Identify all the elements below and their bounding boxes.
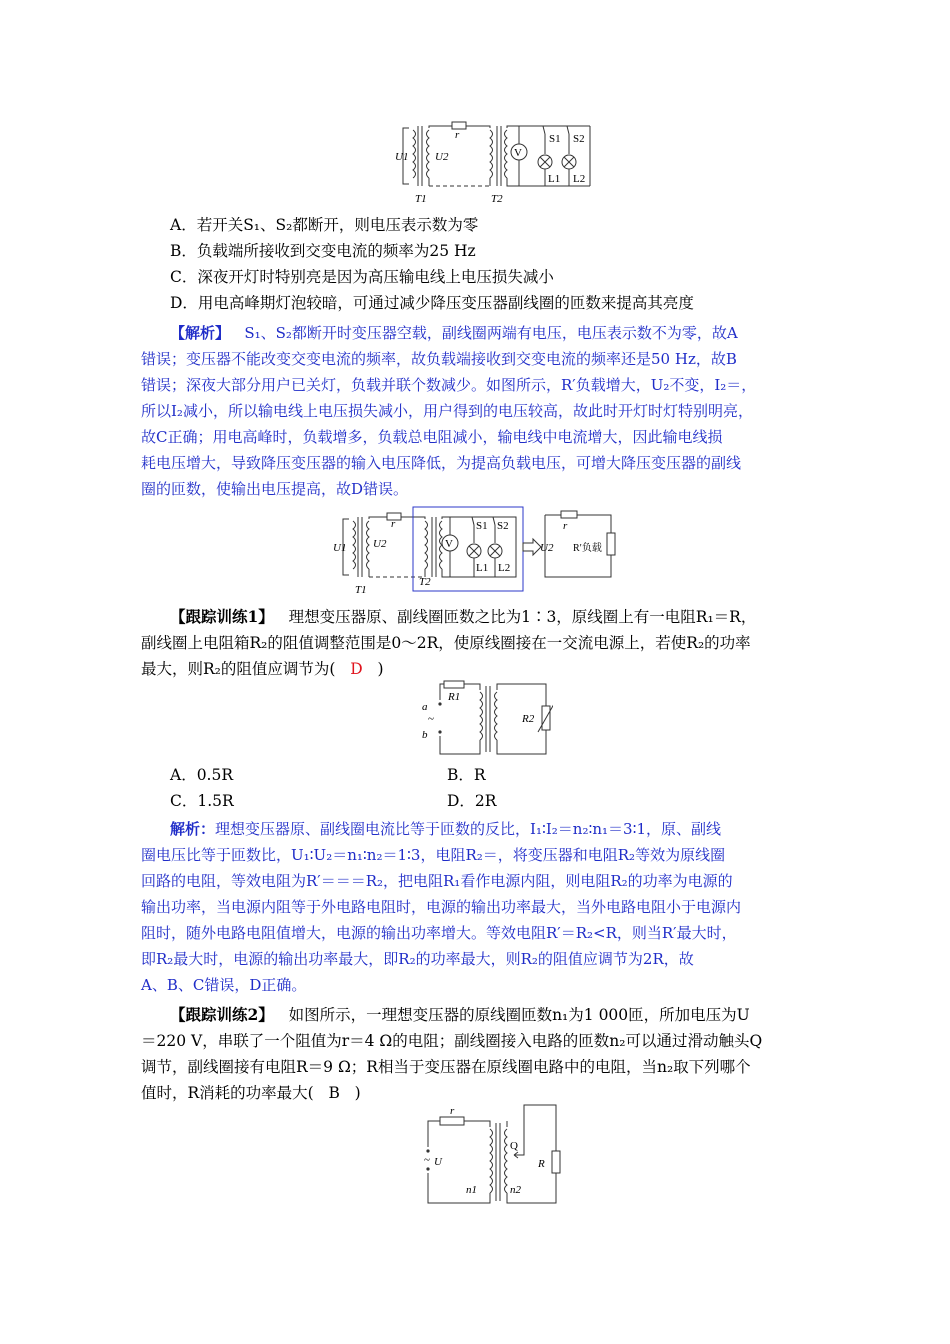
drill2-text-0: 如图所示，一理想变压器的原线圈匝数n₁为1 000匝，所加电压为U xyxy=(288,1006,750,1024)
analysis2-line-7: A、B、C错误，D正确。 xyxy=(141,976,307,994)
label2-l1: L1 xyxy=(476,562,489,574)
drill2-answer: B xyxy=(328,1084,340,1102)
drill1-answer: D xyxy=(350,660,363,678)
analysis2-line-2: 圈电压比等于匝数比，U₁∶U₂＝n₁∶n₂＝1∶3，电阻R₂＝，将变压器和电阻R₂等效为原线圈 xyxy=(141,846,726,864)
label-l2: L2 xyxy=(573,173,586,185)
label2-voltmeter: V xyxy=(445,538,453,550)
drill1-line-3 xyxy=(141,656,811,682)
figure-transformer-q xyxy=(418,1103,568,1205)
figure-transformer-r1-r2 xyxy=(418,680,553,760)
label2-l2: L2 xyxy=(498,562,511,574)
option-b: B．负载端所接收到交变电流的频率为25 Hz xyxy=(170,242,476,260)
drill1-option-a: A．0.5R xyxy=(170,766,234,784)
label2-t1: T1 xyxy=(355,584,367,596)
label4-n1: n1 xyxy=(466,1184,477,1196)
label2-u1: U1 xyxy=(333,542,347,554)
label2-s2: S2 xyxy=(497,520,509,532)
label3-tilde: ~ xyxy=(428,713,434,725)
analysis2-line-6: 即R₂最大时，电源的输出功率最大，即R₂的功率最大，则R₂的阻值应调节为2R，故 xyxy=(141,950,694,968)
label2-u2: U2 xyxy=(373,538,387,550)
drill2-line-2: ＝220 V，串联了一个阻值为r＝4 Ω的电阻；副线圈接入电路的匝数n₂可以通过滑动触头Q xyxy=(141,1032,763,1050)
label4-r: r xyxy=(450,1105,455,1117)
label4-u: U xyxy=(434,1156,442,1168)
figure-transmission-circuit xyxy=(395,120,595,208)
option-a: A．若开关S₁、S₂都断开，则电压表示数为零 xyxy=(170,216,479,234)
label2-t2: T2 xyxy=(419,576,431,588)
analysis1-line-2: 错误；变压器不能改变交变电流的频率，故负载端接收到交变电流的频率还是50 Hz，故B xyxy=(141,350,737,368)
label4-q: Q xyxy=(510,1140,518,1152)
label-u2: U2 xyxy=(435,151,449,163)
analysis2-line-5: 阻时，随外电路电阻值增大，电源的输出功率增大。等效电阻R′＝R₂<R，则当R′最大时， xyxy=(141,924,737,942)
drill1-line-2: 副线圈上电阻箱R₂的阻值调整范围是0～2R，使原线圈接在一交流电源上，若使R₂的功率 xyxy=(141,634,751,652)
label-s2: S2 xyxy=(573,133,585,145)
drill2-line-1 xyxy=(170,1002,840,1028)
analysis1-text-0: S₁、S₂都断开时变压器空载，副线圈两端有电压，电压表示数不为零，故A xyxy=(244,324,738,342)
label-t1: T1 xyxy=(415,193,427,205)
drill1-close: ) xyxy=(377,660,384,678)
label2-r-right: r xyxy=(563,520,568,532)
label-voltmeter: V xyxy=(514,147,522,159)
drill1-text-2: 最大，则R₂的阻值应调节为( xyxy=(141,660,336,678)
analysis1-line-6: 耗电压增大，导致降压变压器的输入电压降低，为提高负载电压，可增大降压变压器的副线 xyxy=(141,454,742,472)
analysis2-line-1 xyxy=(170,816,840,842)
label2-u2-right: U2 xyxy=(540,542,554,554)
analysis1-line-3: 错误；深夜大部分用户已关灯，负载并联个数减少。如图所示，R′负载增大，U₂不变，I₂＝， xyxy=(141,376,757,394)
label2-s1: S1 xyxy=(476,520,488,532)
drill1-option-b: B．R xyxy=(447,766,486,784)
label2-r: r xyxy=(391,518,396,530)
analysis2-text-0: 理想变压器原、副线圈电流比等于匝数的反比，I₁∶I₂＝n₂∶n₁＝3∶1，原、副线 xyxy=(215,820,722,838)
drill1-option-d: D．2R xyxy=(447,792,497,810)
label-s1: S1 xyxy=(549,133,561,145)
analysis2-line-3: 回路的电阻，等效电阻为R′＝＝＝R₂，把电阻R₁看作电源内阻，则电阻R₂的功率为电源的 xyxy=(141,872,733,890)
drill2-close: ) xyxy=(354,1084,361,1102)
label2-rload: R′负载 xyxy=(573,543,602,554)
drill1-label: 【跟踪训练1】 xyxy=(170,607,274,626)
option-c: C．深夜开灯时特别亮是因为高压输电线上电压损失减小 xyxy=(170,268,554,286)
analysis1-label: 【解析】 xyxy=(170,324,231,342)
label3-b: b xyxy=(422,729,428,741)
analysis2-label: 解析： xyxy=(170,820,216,838)
drill2-text-3: 值时，R消耗的功率最大( xyxy=(141,1084,314,1102)
label-u1: U1 xyxy=(395,151,409,163)
analysis2-line-4: 输出功率，当电源内阻等于外电路电阻时，电源的输出功率最大，当外电路电阻小于电源内 xyxy=(141,898,742,916)
drill1-text-0: 理想变压器原、副线圈匝数之比为1∶3，原线圈上有一电阻R₁＝R， xyxy=(288,608,757,626)
label3-a: a xyxy=(422,701,428,713)
label4-tilde: ~ xyxy=(424,1154,430,1166)
analysis1-line-1 xyxy=(170,320,840,346)
label-r: r xyxy=(455,129,460,141)
label4-n2: n2 xyxy=(510,1184,521,1196)
drill1-option-c: C．1.5R xyxy=(170,792,234,810)
analysis1-line-4: 所以I₂减小，所以输电线上电压损失减小，用户得到的电压较高，故此时开灯时灯特别明亮， xyxy=(141,402,753,420)
drill2-line-3: 调节，副线圈接有电阻R＝9 Ω；R相当于变压器在原线圈电路中的电阻，当n₂取下列哪个 xyxy=(141,1058,751,1076)
label-t2: T2 xyxy=(491,193,503,205)
label3-r2: R2 xyxy=(522,713,535,725)
label-l1: L1 xyxy=(548,173,561,185)
option-d: D．用电高峰期灯泡较暗，可通过减少降压变压器副线圈的匝数来提高其亮度 xyxy=(170,294,694,312)
drill1-line-1 xyxy=(170,604,840,630)
analysis1-line-5: 故C正确；用电高峰时，负载增多，负载总电阻减小，输电线中电流增大，因此输电线损 xyxy=(141,428,723,446)
label4-r-big: R xyxy=(538,1158,545,1170)
figure-equivalent-circuit xyxy=(333,505,618,597)
analysis1-line-7: 圈的匝数，使输出电压提高，故D错误。 xyxy=(141,480,409,498)
label3-r1: R1 xyxy=(448,691,461,703)
drill2-label: 【跟踪训练2】 xyxy=(170,1005,274,1024)
